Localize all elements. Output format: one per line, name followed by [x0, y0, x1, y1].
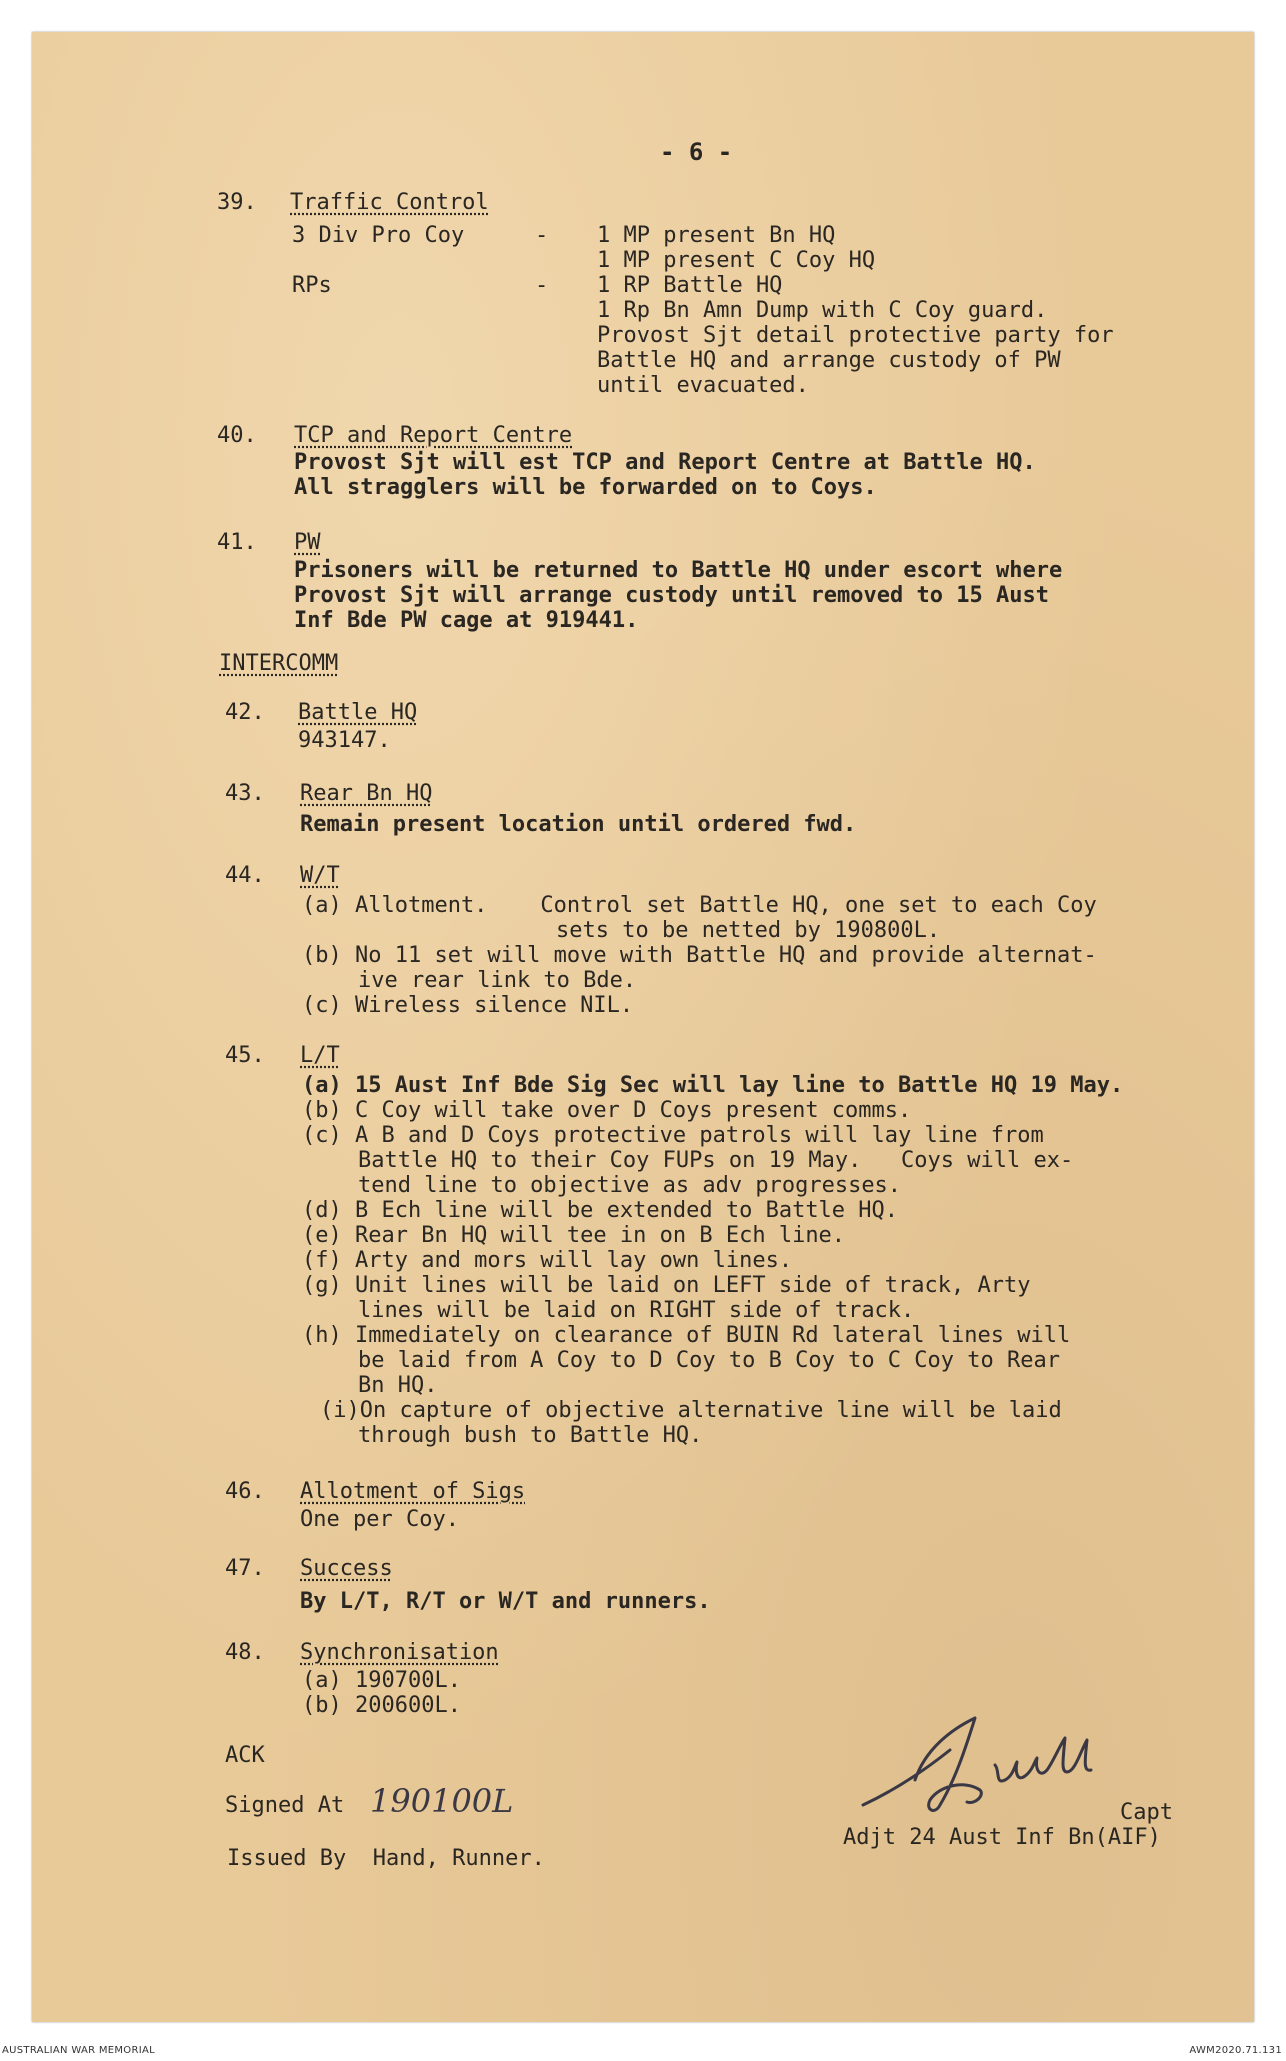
item-43-title: Rear Bn HQ	[300, 781, 433, 806]
item-39-line: 1 Rp Bn Amn Dump with C Coy guard.	[597, 298, 1048, 323]
item-45-line: (d) B Ech line will be extended to Battle HQ.	[302, 1198, 899, 1223]
item-45-line: (a) 15 Aust Inf Bde Sig Sec will lay line to Battle HQ 19 May.	[302, 1073, 1124, 1098]
item-41-number: 41.	[217, 530, 257, 555]
signature-image	[855, 1710, 1105, 1830]
item-42-number: 42.	[225, 700, 265, 725]
item-43-number: 43.	[225, 781, 265, 806]
item-44-number: 44.	[225, 863, 265, 888]
item-41-line: Inf Bde PW cage at 919441.	[294, 608, 639, 633]
item-45-line: (e) Rear Bn HQ will tee in on B Ech line.	[302, 1223, 846, 1248]
signature-title: Adjt 24 Aust Inf Bn(AIF)	[843, 1825, 1161, 1850]
item-46-line: One per Coy.	[300, 1507, 459, 1532]
issued-by: Issued By Hand, Runner.	[227, 1846, 545, 1871]
item-40-line: All stragglers will be forwarded on to Coys.	[294, 475, 877, 500]
item-39-line: Battle HQ and arrange custody of PW	[597, 348, 1061, 373]
item-45-line: (c) A B and D Coys protective patrols will lay line from	[302, 1123, 1044, 1148]
item-39-rps: RPs	[292, 273, 332, 298]
item-48-number: 48.	[225, 1640, 265, 1665]
signature-rank: Capt	[1120, 1800, 1173, 1825]
item-46-title: Allotment of Sigs	[300, 1479, 526, 1504]
page-number: - 6 -	[660, 138, 733, 166]
item-39-title: Traffic Control	[290, 190, 489, 215]
item-48-line: (b) 200600L.	[302, 1693, 461, 1718]
item-40-line: Provost Sjt will est TCP and Report Centre at Battle HQ.	[294, 450, 1036, 475]
item-45-number: 45.	[225, 1043, 265, 1068]
item-39-number: 39.	[217, 190, 257, 215]
item-45-title: L/T	[300, 1043, 340, 1068]
footer-accession-number: AWM2020.71.131	[1189, 2045, 1282, 2056]
item-48-line: (a) 190700L.	[302, 1668, 461, 1693]
ack-label: ACK	[225, 1743, 265, 1768]
item-39-line: 1 RP Battle HQ	[597, 273, 783, 298]
item-39-dash: -	[535, 223, 549, 248]
item-44-line: ive rear link to Bde.	[358, 968, 637, 993]
item-47-line: By L/T, R/T or W/T and runners.	[300, 1589, 711, 1614]
item-45-line: Battle HQ to their Coy FUPs on 19 May. Coys will ex-	[358, 1148, 1074, 1173]
item-44-line: (c) Wireless silence NIL.	[302, 993, 634, 1018]
signed-at-handwritten: 190100L	[370, 1782, 514, 1820]
item-46-number: 46.	[225, 1479, 265, 1504]
item-45-line: Bn HQ.	[358, 1373, 438, 1398]
item-45-line: lines will be laid on RIGHT side of track.	[358, 1298, 915, 1323]
item-47-title: Success	[300, 1556, 393, 1581]
item-45-line: (i)On capture of objective alternative line will be laid	[320, 1398, 1062, 1423]
item-45-line: (f) Arty and mors will lay own lines.	[302, 1248, 793, 1273]
section-heading-intercomm: INTERCOMM	[219, 651, 339, 676]
item-39-unit: 3 Div Pro Coy	[292, 223, 465, 248]
item-45-line: (b) C Coy will take over D Coys present comms.	[302, 1098, 912, 1123]
item-39-line: 1 MP present C Coy HQ	[597, 248, 876, 273]
item-45-line: through bush to Battle HQ.	[358, 1423, 703, 1448]
footer-archive-name: AUSTRALIAN WAR MEMORIAL	[2, 2045, 155, 2056]
item-39-line: Provost Sjt detail protective party for	[597, 323, 1114, 348]
item-48-title: Synchronisation	[300, 1640, 499, 1665]
signed-at-label: Signed At	[225, 1793, 345, 1818]
item-45-line: be laid from A Coy to D Coy to B Coy to C Coy to Rear	[358, 1348, 1060, 1373]
item-44-title: W/T	[300, 863, 340, 888]
item-39-line: until evacuated.	[597, 373, 809, 398]
item-40-number: 40.	[217, 423, 257, 448]
item-42-title: Battle HQ	[298, 700, 418, 725]
item-47-number: 47.	[225, 1556, 265, 1581]
item-41-line: Prisoners will be returned to Battle HQ under escort where	[294, 558, 1063, 583]
item-45-line: tend line to objective as adv progresses.	[358, 1173, 902, 1198]
item-41-title: PW	[294, 530, 321, 555]
item-40-title: TCP and Report Centre	[294, 423, 573, 448]
item-44-line: (a) Allotment. Control set Battle HQ, one set to each Coy	[302, 893, 1097, 918]
item-45-line: (h) Immediately on clearance of BUIN Rd lateral lines will	[302, 1323, 1071, 1348]
item-39-line: 1 MP present Bn HQ	[597, 223, 836, 248]
item-42-line: 943147.	[298, 728, 391, 753]
item-44-line: sets to be netted by 190800L.	[556, 918, 941, 943]
item-44-line: (b) No 11 set will move with Battle HQ and provide alternat-	[302, 943, 1097, 968]
item-41-line: Provost Sjt will arrange custody until removed to 15 Aust	[294, 583, 1049, 608]
item-43-line: Remain present location until ordered fwd.	[300, 812, 857, 837]
item-39-dash: -	[535, 273, 549, 298]
item-45-line: (g) Unit lines will be laid on LEFT side of track, Arty	[302, 1273, 1031, 1298]
